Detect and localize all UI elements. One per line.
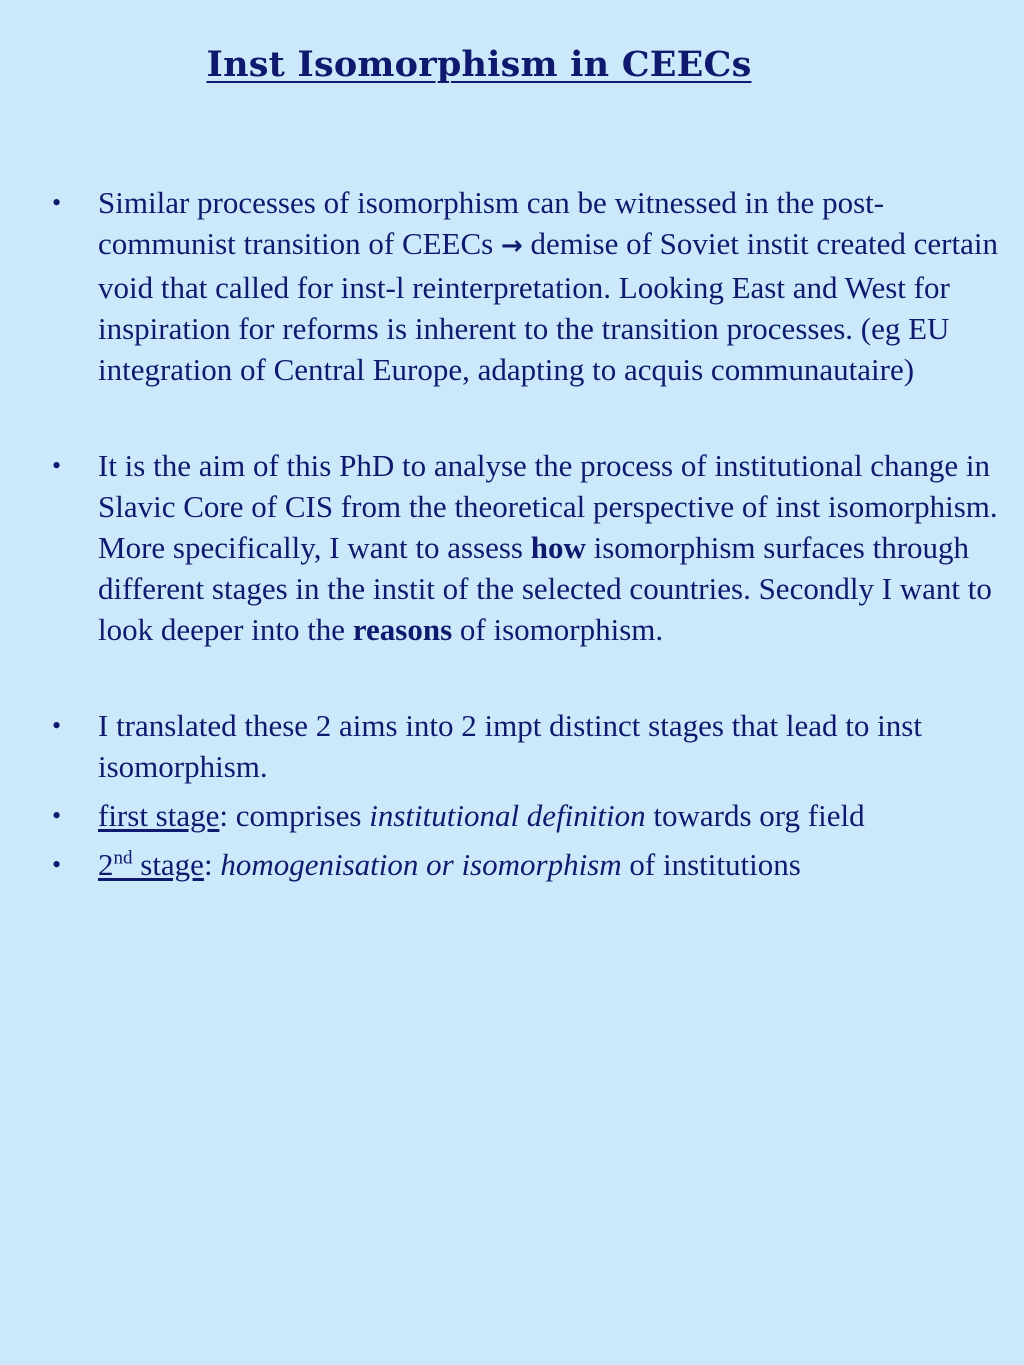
bullet-dot: • (52, 850, 62, 879)
bullet-item-first-stage (0, 795, 1000, 836)
first-stage-label: first stage (98, 798, 220, 833)
bullet-item-isomorphism-transition (0, 182, 1000, 390)
right-arrow-icon: → (501, 231, 523, 261)
bullet-dot: • (52, 711, 62, 740)
bullet-dot: • (52, 801, 62, 830)
slide-title: Inst Isomorphism in CEECs (206, 44, 752, 85)
bullet-text: towards org field (645, 798, 865, 833)
second-stage-label (98, 847, 204, 882)
bullet-dot: • (52, 188, 62, 217)
bullet-text: I translated these 2 aims into 2 impt distinct stages that lead to inst isomorphism. (98, 708, 922, 784)
bold-reasons: reasons (352, 612, 453, 647)
bullet-list (0, 182, 1000, 885)
bullet-text: of institutions (621, 847, 801, 882)
second-stage-superscript: nd (113, 847, 133, 869)
bullet-text: of isomorphism. (452, 612, 664, 647)
bullet-dot: • (52, 451, 62, 480)
bullet-item-translated-aims (0, 705, 1000, 787)
italic-institutional-definition: institutional definition (369, 798, 646, 833)
bullet-text: isomorphism surfaces through different stages in the instit of the selected countries. Secondly I want to look deeper into the (98, 530, 992, 647)
bold-how: how (530, 530, 586, 565)
second-stage-number: 2 (98, 847, 114, 882)
bullet-item-phd-aim (0, 445, 1000, 650)
bullet-item-second-stage (0, 844, 1000, 885)
bullet-text: It is the aim of this PhD to analyse the process of institutional change in Slavic Core of CIS from the theoretical perspective of inst isomorphism. More specifically, I want to assess (98, 448, 998, 565)
italic-homogenisation: homogenisation or isomorphism (220, 847, 622, 882)
bullet-text: Similar processes of isomorphism can be witnessed in the post-communist transition of CEECs (98, 185, 885, 261)
bullet-text: : comprises (219, 798, 370, 833)
second-stage-word: stage (132, 847, 204, 882)
bullet-text: demise of Soviet instit created certain void that called for inst-l reinterpretation. Looking East and West for inspiration for reforms is inherent to the transition processes. (eg EU integration of Central Europe, adapting to acquis communautaire) (98, 226, 998, 387)
bullet-text: : (203, 847, 221, 882)
